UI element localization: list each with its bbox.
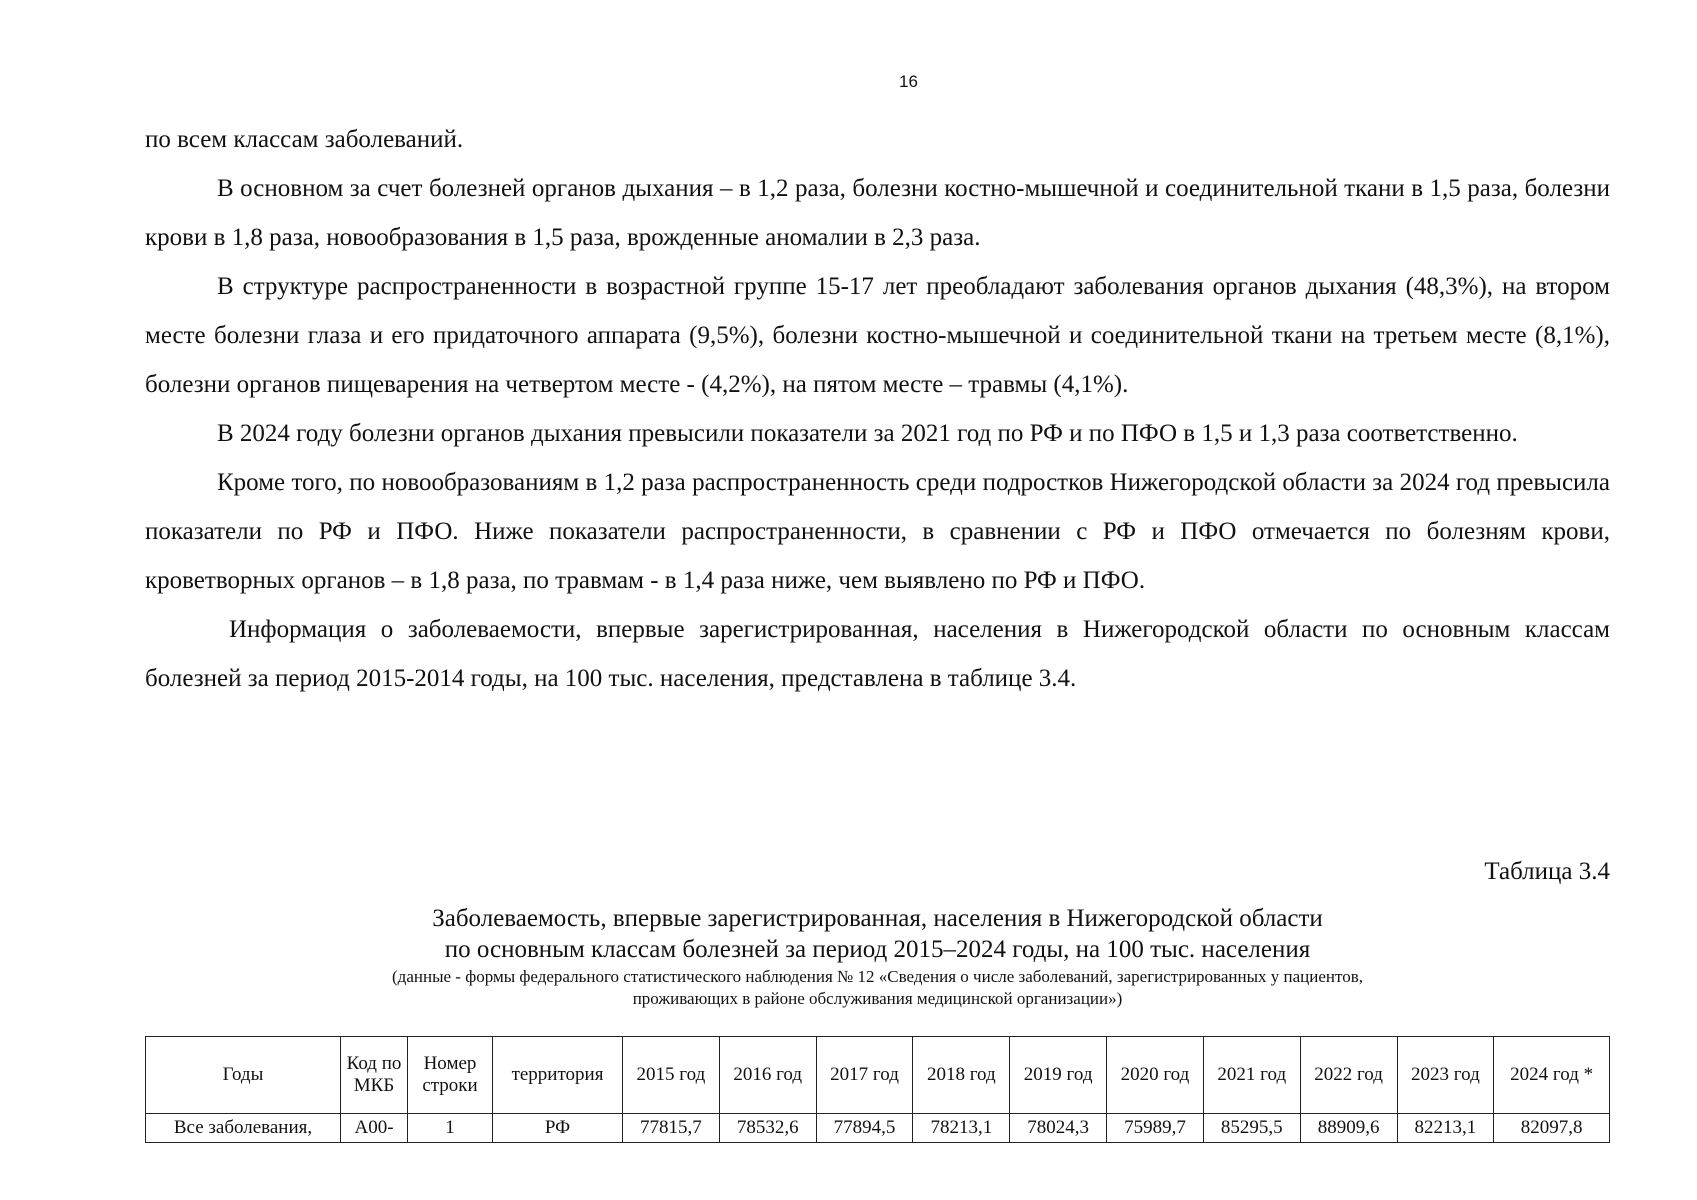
body-text: [145, 115, 1610, 703]
value-2015: 77815,7: [623, 1114, 720, 1143]
value-2017: 77894,5: [816, 1114, 913, 1143]
table-title: [145, 903, 1610, 965]
table-row: [146, 1114, 1610, 1143]
table-label: Таблица 3.4: [1484, 858, 1610, 885]
value-2022: 88909,6: [1300, 1114, 1397, 1143]
table-title-line: по основным классам болезней за период 2015–2024 годы, на 100 тыс. населения: [444, 936, 1311, 963]
header-2017: 2017 год: [816, 1037, 913, 1114]
header-2023: 2023 год: [1397, 1037, 1494, 1114]
header-2015: 2015 год: [623, 1037, 720, 1114]
value-2024: 82097,8: [1494, 1114, 1610, 1143]
header-2019: 2019 год: [1010, 1037, 1107, 1114]
value-2021: 85295,5: [1203, 1114, 1300, 1143]
value-2020: 75989,7: [1107, 1114, 1204, 1143]
row-icd-code: А00-: [341, 1114, 408, 1143]
paragraph: В основном за счет болезней органов дыхания – в 1,2 раза, болезни костно-мышечной и соединительной ткани в 1,5 раза, болезни крови в 1,8 раза, новообразования в 1,5 раза, врожденные аномалии в 2,3 раза.: [145, 175, 1610, 251]
header-2016: 2016 год: [719, 1037, 816, 1114]
header-icd-code: Код по МКБ: [341, 1037, 408, 1114]
row-number: 1: [408, 1114, 493, 1143]
value-2016: 78532,6: [719, 1114, 816, 1143]
header-2024: 2024 год *: [1494, 1037, 1610, 1114]
header-2018: 2018 год: [913, 1037, 1010, 1114]
table-header-row: [146, 1037, 1610, 1114]
value-2023: 82213,1: [1397, 1114, 1494, 1143]
row-name: Все заболевания,: [146, 1114, 341, 1143]
header-row-number: Номер строки: [408, 1037, 493, 1114]
paragraph: Кроме того, по новообразованиям в 1,2 раза распространенность среди подростков Нижегородской области за 2024 год превысила показатели по РФ и ПФО. Ниже показатели распространенности, в сравнении с РФ и ПФО отмечается по болезням крови, кроветворных органов – в 1,8 раза, по травмам - в 1,4 раза ниже, чем выявлено по РФ и ПФО.: [145, 469, 1610, 594]
header-years: Годы: [146, 1037, 341, 1114]
table-source-note: [145, 966, 1610, 1010]
page-number: 16: [899, 72, 918, 91]
header-territory: территория: [493, 1037, 623, 1114]
paragraph: В 2024 году болезни органов дыхания превысили показатели за 2021 год по РФ и по ПФО в 1,5 и 1,3 раза соответственно.: [217, 420, 1518, 447]
morbidity-table: [145, 1036, 1610, 1143]
header-2021: 2021 год: [1203, 1037, 1300, 1114]
paragraph: по всем классам заболеваний.: [145, 126, 464, 153]
table-source-line: (данные - формы федерального статистического наблюдения № 12 «Сведения о числе заболеваний, зарегистрированных у пациентов,: [392, 967, 1363, 986]
header-2020: 2020 год: [1107, 1037, 1204, 1114]
value-2019: 78024,3: [1010, 1114, 1107, 1143]
table-title-line: Заболеваемость, впервые зарегистрированная, населения в Нижегородской области: [432, 905, 1323, 932]
value-2018: 78213,1: [913, 1114, 1010, 1143]
paragraph: Информация о заболеваемости, впервые зарегистрированная, населения в Нижегородской области по основным классам болезней за период 2015-2014 годы, на 100 тыс. населения, представлена в таблице 3.4.: [145, 616, 1610, 692]
row-territory: РФ: [493, 1114, 623, 1143]
table-source-line: проживающих в районе обслуживания медицинской организации»): [632, 989, 1123, 1008]
header-2022: 2022 год: [1300, 1037, 1397, 1114]
paragraph: В структуре распространенности в возрастной группе 15-17 лет преобладают заболевания органов дыхания (48,3%), на втором месте болезни глаза и его придаточного аппарата (9,5%), болезни костно-мышечной и соединительной ткани на третьем месте (8,1%), болезни органов пищеварения на четвертом месте - (4,2%), на пятом месте – травмы (4,1%).: [145, 273, 1610, 398]
